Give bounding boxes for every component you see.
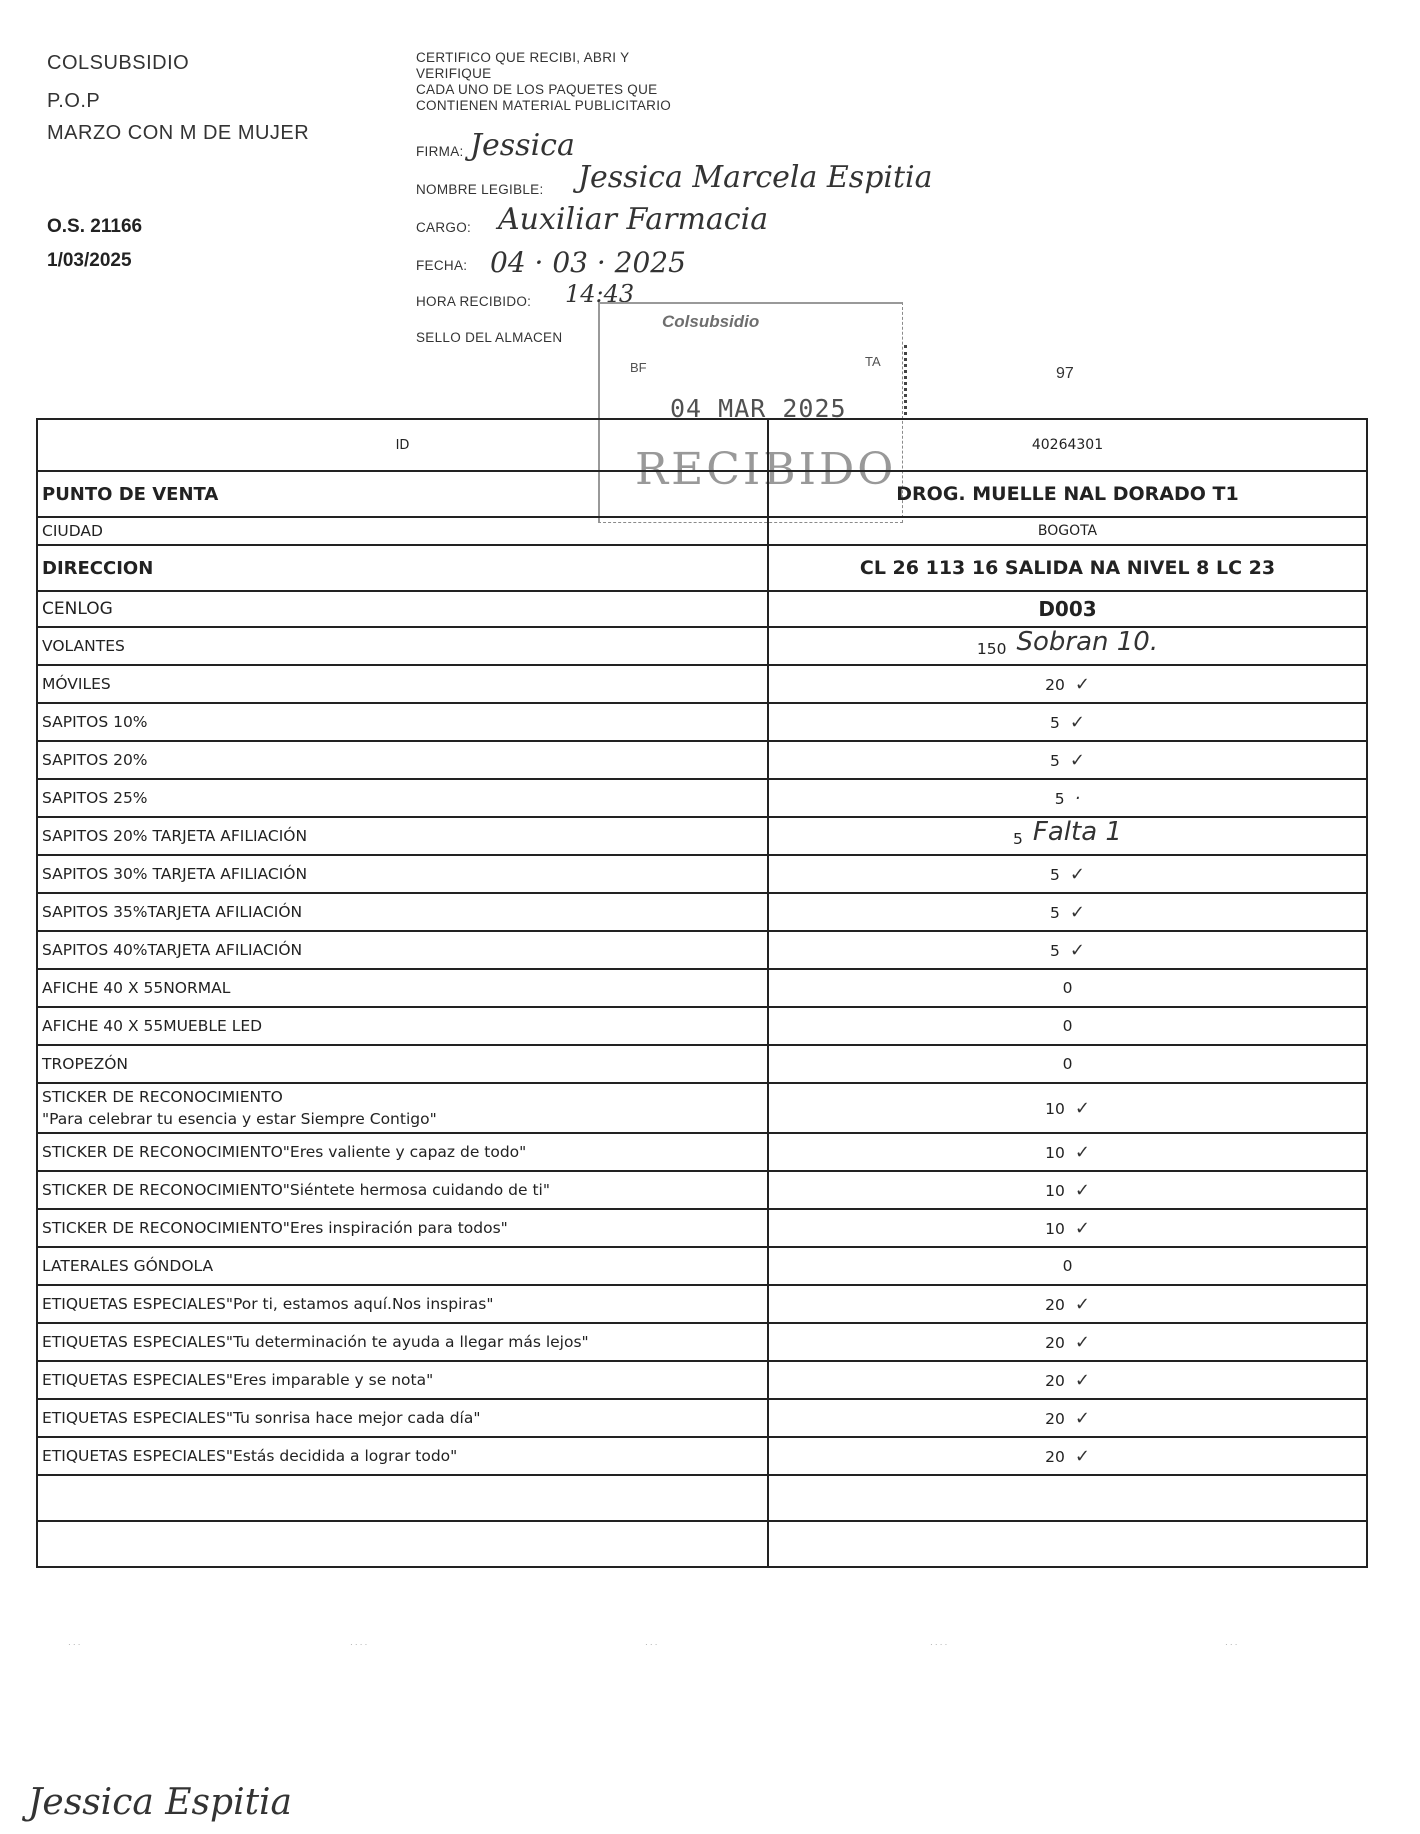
table-row (37, 627, 1367, 665)
row-value-cell (768, 779, 1367, 817)
row-value-cell (768, 1209, 1367, 1247)
row-label: DIRECCION (37, 545, 768, 591)
row-value: 5 (1050, 941, 1060, 960)
row-value: DROG. MUELLE NAL DORADO T1 (896, 483, 1239, 505)
row-label: SAPITOS 20% TARJETA AFILIACIÓN (37, 817, 768, 855)
row-value: 10 (1045, 1181, 1065, 1200)
row-value: 5 (1050, 865, 1060, 884)
service-order: O.S. 21166 (47, 216, 143, 237)
row-label: SAPITOS 35%TARJETA AFILIACIÓN (37, 893, 768, 931)
table-row (37, 1133, 1367, 1171)
table-row (37, 1437, 1367, 1475)
hora-value: 14:43 (565, 280, 635, 308)
row-value: 0 (1062, 1055, 1073, 1073)
row-label: STICKER DE RECONOCIMIENTO"Siéntete hermosa cuidando de ti" (37, 1171, 768, 1209)
table-row (37, 893, 1367, 931)
row-value-cell (768, 1083, 1367, 1133)
row-label: AFICHE 40 X 55NORMAL (37, 969, 768, 1007)
row-label: SAPITOS 40%TARJETA AFILIACIÓN (37, 931, 768, 969)
row-label: SAPITOS 30% TARJETA AFILIACIÓN (37, 855, 768, 893)
check-mark: ✓ (1074, 1445, 1090, 1467)
row-value-cell (768, 931, 1367, 969)
row-value: 20 (1045, 1295, 1065, 1314)
row-value-cell (768, 817, 1367, 855)
cert-line-3: CADA UNO DE LOS PAQUETES QUE (416, 82, 658, 97)
cert-line-2: VERIFIQUE (416, 66, 492, 81)
row-label-line-2: "Para celebrar tu esencia y estar Siempre Contigo" (42, 1110, 437, 1128)
row-label: SAPITOS 25% (37, 779, 768, 817)
row-label: ID (37, 419, 768, 471)
row-value: 20 (1045, 1447, 1065, 1466)
table-row (37, 779, 1367, 817)
row-value: 5 (1050, 713, 1060, 732)
table-row (37, 471, 1367, 517)
stamp-word: RECIBIDO (635, 444, 897, 495)
table-row (37, 969, 1367, 1007)
table-row (37, 1521, 1367, 1567)
row-value: 0 (1062, 979, 1073, 997)
row-value: 20 (1045, 1409, 1065, 1428)
table-row (37, 931, 1367, 969)
table-row (37, 817, 1367, 855)
row-value-cell (768, 1521, 1367, 1567)
row-value-cell (768, 1361, 1367, 1399)
table-row (37, 591, 1367, 627)
row-label: SAPITOS 20% (37, 741, 768, 779)
row-value-cell (768, 1007, 1367, 1045)
row-value: D003 (1038, 597, 1097, 621)
stamp-edge (904, 345, 917, 415)
row-value: 10 (1045, 1219, 1065, 1238)
row-value-cell (768, 627, 1367, 665)
check-mark: · (1074, 787, 1081, 809)
row-value: CL 26 113 16 SALIDA NA NIVEL 8 LC 23 (859, 557, 1276, 579)
row-label: CIUDAD (37, 517, 768, 545)
row-value: 150 (976, 640, 1007, 658)
row-value: BOGOTA (1037, 523, 1098, 539)
cert-line-4: CONTIENEN MATERIAL PUBLICITARIO (416, 98, 672, 113)
row-value-cell (768, 1045, 1367, 1083)
row-value-cell (768, 703, 1367, 741)
check-mark: ✓ (1074, 1369, 1090, 1391)
check-mark: ✓ (1074, 1141, 1090, 1163)
row-value-cell (768, 1399, 1367, 1437)
check-mark: ✓ (1069, 939, 1085, 961)
row-label: TROPEZÓN (37, 1045, 768, 1083)
row-label: STICKER DE RECONOCIMIENTO"Eres inspiración para todos" (37, 1209, 768, 1247)
row-label: PUNTO DE VENTA (37, 471, 768, 517)
table-row (37, 703, 1367, 741)
row-value: 20 (1045, 675, 1065, 694)
check-mark: ✓ (1074, 1179, 1090, 1201)
row-label (37, 1083, 768, 1133)
row-value: 0 (1062, 1017, 1073, 1035)
row-value-cell (768, 665, 1367, 703)
firma-signature: Jessica (470, 128, 575, 163)
stamp-code: BF (630, 360, 647, 375)
check-mark: ✓ (1074, 1097, 1090, 1119)
cargo-label: CARGO: (416, 220, 472, 235)
stamp-brand: Colsubsidio (662, 312, 760, 331)
row-label-line-1: STICKER DE RECONOCIMIENTO (42, 1088, 283, 1106)
row-label: CENLOG (37, 591, 768, 627)
table-row (37, 419, 1367, 471)
check-mark: ✓ (1074, 1293, 1090, 1315)
stamp-ta: TA (865, 354, 881, 369)
row-value: 10 (1045, 1143, 1065, 1162)
row-value-cell (768, 1475, 1367, 1521)
table-row (37, 517, 1367, 545)
row-label: MÓVILES (37, 665, 768, 703)
row-value: 20 (1045, 1371, 1065, 1390)
row-value-cell (768, 893, 1367, 931)
certificate-text (416, 50, 671, 114)
check-mark: ✓ (1074, 673, 1090, 695)
row-value-cell (768, 1323, 1367, 1361)
row-value-cell (768, 1437, 1367, 1475)
cert-line-1: CERTIFICO QUE RECIBI, ABRI Y (416, 50, 630, 65)
table-row (37, 741, 1367, 779)
row-value-cell (768, 545, 1367, 591)
firma-label: FIRMA: (416, 144, 464, 159)
row-value-cell (768, 1133, 1367, 1171)
row-label: ETIQUETAS ESPECIALES"Eres imparable y se nota" (37, 1361, 768, 1399)
table-row (37, 1171, 1367, 1209)
row-value: 40264301 (1031, 437, 1104, 453)
check-mark: ✓ (1069, 901, 1085, 923)
row-value-cell (768, 419, 1367, 471)
table-row (37, 1209, 1367, 1247)
row-value-cell (768, 1171, 1367, 1209)
fecha-label: FECHA: (416, 258, 468, 273)
row-label: STICKER DE RECONOCIMIENTO"Eres valiente y capaz de todo" (37, 1133, 768, 1171)
cargo-value: Auxiliar Farmacia (498, 202, 769, 237)
row-label: AFICHE 40 X 55MUEBLE LED (37, 1007, 768, 1045)
check-mark: ✓ (1069, 711, 1085, 733)
row-value-cell (768, 855, 1367, 893)
material-table (36, 418, 1368, 1568)
footer-signature: Jessica Espitia (28, 1782, 293, 1823)
fecha-value: 04 · 03 · 2025 (490, 246, 686, 279)
handwritten-note: Sobran 10. (1016, 627, 1159, 657)
row-label: ETIQUETAS ESPECIALES"Estás decidida a lograr todo" (37, 1437, 768, 1475)
row-value: 5 (1013, 830, 1023, 848)
order-date: 1/03/2025 (47, 250, 132, 271)
row-label: ETIQUETAS ESPECIALES"Tu determinación te ayuda a llegar más lejos" (37, 1323, 768, 1361)
row-label: LATERALES GÓNDOLA (37, 1247, 768, 1285)
row-label: SAPITOS 10% (37, 703, 768, 741)
table-row (37, 545, 1367, 591)
table-row (37, 1007, 1367, 1045)
table-row (37, 1361, 1367, 1399)
row-value: 0 (1062, 1257, 1073, 1275)
check-mark: ✓ (1074, 1331, 1090, 1353)
org-name: COLSUBSIDIO (47, 52, 190, 74)
table-row (37, 1083, 1367, 1133)
nombre-label: NOMBRE LEGIBLE: (416, 182, 544, 197)
row-value-cell (768, 517, 1367, 545)
row-label (37, 1475, 768, 1521)
table-row (37, 1247, 1367, 1285)
sello-label: SELLO DEL ALMACEN (416, 330, 563, 345)
row-value: 5 (1050, 751, 1060, 770)
pop-label: P.O.P (47, 90, 101, 112)
table-row (37, 1475, 1367, 1521)
handwritten-note: Falta 1 (1032, 817, 1122, 847)
stamp-date: 04 MAR 2025 (670, 394, 847, 423)
check-mark: ✓ (1074, 1407, 1090, 1429)
row-label: VOLANTES (37, 627, 768, 665)
hora-label: HORA RECIBIDO: (416, 294, 532, 309)
table-row (37, 665, 1367, 703)
row-label: ETIQUETAS ESPECIALES"Por ti, estamos aquí.Nos inspiras" (37, 1285, 768, 1323)
campaign-name: MARZO CON M DE MUJER (47, 122, 310, 144)
table-row (37, 1045, 1367, 1083)
row-label: ETIQUETAS ESPECIALES"Tu sonrisa hace mejor cada día" (37, 1399, 768, 1437)
nombre-value: Jessica Marcela Espitia (578, 160, 933, 195)
row-value-cell (768, 969, 1367, 1007)
row-value-cell (768, 1247, 1367, 1285)
check-mark: ✓ (1069, 749, 1085, 771)
row-value: 5 (1054, 789, 1065, 808)
row-value: 5 (1050, 903, 1060, 922)
table-row (37, 1285, 1367, 1323)
check-mark: ✓ (1074, 1217, 1090, 1239)
table-row (37, 855, 1367, 893)
table-row (37, 1323, 1367, 1361)
row-value-cell (768, 471, 1367, 517)
row-value: 20 (1045, 1333, 1065, 1352)
corner-number: 97 (1056, 365, 1074, 382)
row-value-cell (768, 741, 1367, 779)
row-value: 10 (1045, 1099, 1065, 1118)
row-label (37, 1521, 768, 1567)
table-row (37, 1399, 1367, 1437)
row-value-cell (768, 591, 1367, 627)
row-value-cell (768, 1285, 1367, 1323)
check-mark: ✓ (1069, 863, 1085, 885)
